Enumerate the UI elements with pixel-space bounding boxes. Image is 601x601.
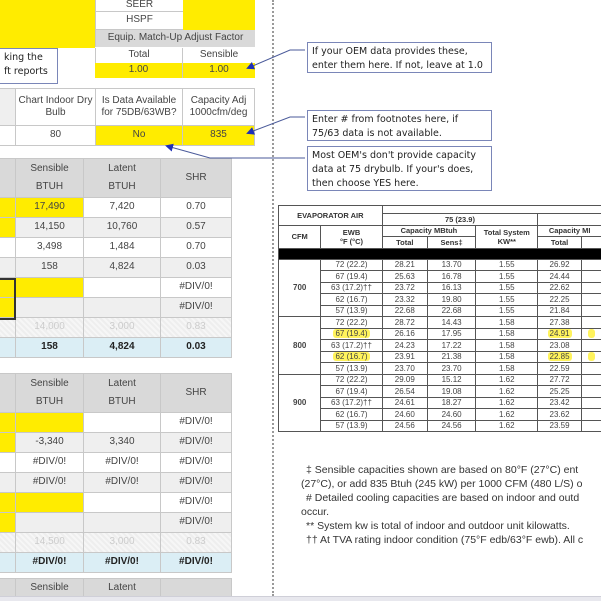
load-row-label-input[interactable] xyxy=(0,533,15,553)
load-row-label-input[interactable] xyxy=(0,433,15,453)
evaporator-cell: 67 (19.4) xyxy=(321,386,382,398)
sensible-factor-label: Sensible xyxy=(182,48,255,63)
load-cell: 3,498 xyxy=(15,238,83,258)
evaporator-cell: 26.92 xyxy=(538,259,582,271)
cfm-value: 700 xyxy=(279,259,321,317)
seer-label: SEER xyxy=(95,0,183,12)
evaporator-cut-cell xyxy=(581,317,601,329)
load-cell: 14,500 xyxy=(15,533,83,553)
seer-input[interactable] xyxy=(183,0,255,12)
cfm-value: 800 xyxy=(279,317,321,375)
evaporator-cut-cell xyxy=(581,386,601,398)
footnote-4: †† At TVA rating indoor condition (75°F edb/63°F ewb). All c xyxy=(306,534,584,546)
evaporator-cell: 23.08 xyxy=(538,340,582,352)
capacity-adj-input[interactable]: 835 xyxy=(182,126,255,146)
evaporator-row xyxy=(279,386,601,398)
total-factor-label: Total xyxy=(95,48,182,63)
load-header-0: Sensible BTUH xyxy=(15,373,83,413)
evaporator-row xyxy=(279,328,601,340)
load-header-2: SHR xyxy=(160,373,232,413)
blank-cell xyxy=(0,126,15,146)
hspf-label: HSPF xyxy=(95,12,183,30)
evaporator-cell: 63 (17.2)†† xyxy=(321,282,382,294)
load-row-label-input[interactable] xyxy=(0,198,15,218)
evaporator-cell: 72 (22.2) xyxy=(321,317,382,329)
left-note-line1: king the xyxy=(4,52,43,63)
evaporator-cell: 23.70 xyxy=(382,363,427,375)
capacity-header: Capacity MBtuh xyxy=(382,225,476,237)
load-total-label xyxy=(0,553,15,573)
load-cell: 7,420 xyxy=(83,198,160,218)
hspf-input[interactable] xyxy=(183,12,255,30)
total-header-2: Total xyxy=(538,237,582,249)
load-header-0: Sensible BTUH xyxy=(15,158,83,198)
evaporator-cell: 23.42 xyxy=(538,397,582,409)
lt3-shr-header xyxy=(160,578,232,596)
sensible-factor-input[interactable]: 1.00 xyxy=(182,63,255,78)
evaporator-cut-cell xyxy=(581,294,601,306)
evaporator-row xyxy=(279,409,601,421)
evaporator-cell: 1.55 xyxy=(476,259,538,271)
load-cell: #DIV/0! xyxy=(160,413,232,433)
evaporator-cell: 24.60 xyxy=(427,409,475,421)
load-cell: #DIV/0! xyxy=(15,453,83,473)
evaporator-cell: 24.44 xyxy=(538,271,582,283)
black-divider-row xyxy=(279,248,601,259)
evaporator-cell: 24.61 xyxy=(382,397,427,409)
ewb-header: EWB °F (°C) xyxy=(321,225,382,248)
callout-drybulb: Most OEM's don't provide capacity data at 75 drybulb. If your's does, then choose YES here. xyxy=(307,146,492,191)
selected-cell-outline xyxy=(0,278,16,320)
evaporator-cell: 27.72 xyxy=(538,374,582,386)
evaporator-row xyxy=(279,271,601,283)
load-cell: 3,000 xyxy=(83,533,160,553)
evaporator-cell: 23.62 xyxy=(538,409,582,421)
match-up-header: Equip. Match-Up Adjust Factor xyxy=(95,30,255,47)
evaporator-cut-cell xyxy=(581,397,601,409)
evaporator-cell: 23.59 xyxy=(538,420,582,432)
footnote-2: # Detailed cooling capacities are based on indoor and outd xyxy=(306,492,580,504)
load-cell: 0.70 xyxy=(160,238,232,258)
evaporator-cut-cell xyxy=(581,409,601,421)
evaporator-cell: 1.58 xyxy=(476,351,538,363)
evaporator-row xyxy=(279,317,601,329)
input-cell-block[interactable] xyxy=(0,0,95,48)
load-row-label-input[interactable] xyxy=(0,258,15,278)
evaporator-cell: 62 (16.7) xyxy=(321,294,382,306)
evaporator-cell: 26.54 xyxy=(382,386,427,398)
evaporator-cell: 28.72 xyxy=(382,317,427,329)
evaporator-cell: 24.23 xyxy=(382,340,427,352)
evaporator-cell: 57 (13.9) xyxy=(321,305,382,317)
evaporator-cut-cell xyxy=(581,328,601,340)
load-cell xyxy=(15,513,83,533)
evaporator-cut-cell xyxy=(581,305,601,317)
evaporator-cell: 1.55 xyxy=(476,294,538,306)
evaporator-cell: 24.56 xyxy=(382,420,427,432)
evaporator-cell: 1.58 xyxy=(476,363,538,375)
load-cell: 14,150 xyxy=(15,218,83,238)
evaporator-cell: 1.62 xyxy=(476,386,538,398)
evaporator-cell: 72 (22.2) xyxy=(321,374,382,386)
evaporator-cell: 1.55 xyxy=(476,305,538,317)
load-cell: #DIV/0! xyxy=(160,513,232,533)
evaporator-cell: 1.58 xyxy=(476,328,538,340)
temp-group-header xyxy=(382,206,601,214)
evaporator-row xyxy=(279,363,601,375)
evaporator-row xyxy=(279,374,601,386)
load-cell: 10,760 xyxy=(83,218,160,238)
load-cell: #DIV/0! xyxy=(160,473,232,493)
cfm-value: 900 xyxy=(279,374,321,432)
temp-75-header: 75 (23.9) xyxy=(382,214,538,226)
evaporator-cell: 24.56 xyxy=(427,420,475,432)
evaporator-row xyxy=(279,282,601,294)
load-cell: 0.57 xyxy=(160,218,232,238)
evaporator-cell: 22.62 xyxy=(538,282,582,294)
evaporator-cell: 1.55 xyxy=(476,282,538,294)
evaporator-cell: 21.38 xyxy=(427,351,475,363)
evaporator-cell: 1.58 xyxy=(476,340,538,352)
evaporator-row xyxy=(279,420,601,432)
evaporator-row xyxy=(279,305,601,317)
load-cell[interactable] xyxy=(15,493,83,513)
page-break-divider xyxy=(272,0,274,596)
blank-header xyxy=(0,88,15,126)
load-row-label-input[interactable] xyxy=(0,318,15,338)
load-total-cell: #DIV/0! xyxy=(160,553,232,573)
load-cell: 158 xyxy=(15,258,83,278)
load-cell: #DIV/0! xyxy=(15,473,83,493)
load-total-label xyxy=(0,338,15,358)
evaporator-cell: 13.70 xyxy=(427,259,475,271)
evaporator-cut-cell xyxy=(581,271,601,283)
evaporator-cell: 22.59 xyxy=(538,363,582,375)
load-cell: 3,340 xyxy=(83,433,160,453)
load-cell: #DIV/0! xyxy=(160,278,232,298)
load-total-cell: #DIV/0! xyxy=(15,553,83,573)
load-row-label-input[interactable] xyxy=(0,218,15,238)
load-cell: #DIV/0! xyxy=(83,453,160,473)
evaporator-cell: 67 (19.4) xyxy=(321,271,382,283)
evaporator-cell: 22.25 xyxy=(538,294,582,306)
temp-next-header xyxy=(538,214,601,226)
load-cell: -3,340 xyxy=(15,433,83,453)
load-header-1: Latent BTUH xyxy=(83,158,160,198)
system-kw-header: Total System KW** xyxy=(476,225,538,248)
lt3-blank-header xyxy=(0,578,15,596)
load-blank-header xyxy=(0,158,15,198)
evaporator-cell: 72 (22.2) xyxy=(321,259,382,271)
evaporator-cell: 1.62 xyxy=(476,397,538,409)
data-available-select[interactable]: No xyxy=(95,126,182,146)
evaporator-cell: 23.70 xyxy=(427,363,475,375)
evaporator-row xyxy=(279,259,601,271)
load-cell xyxy=(83,513,160,533)
load-row-label-input[interactable] xyxy=(0,238,15,258)
load-cell[interactable] xyxy=(15,278,83,298)
footnote-1b: (27°C), or add 835 Btuh (245 kW) per 1000 CFM (480 L/S) o xyxy=(301,478,583,490)
evaporator-row xyxy=(279,340,601,352)
load-header-1: Latent BTUH xyxy=(83,373,160,413)
load-cell: #DIV/0! xyxy=(83,473,160,493)
evaporator-cell: 1.58 xyxy=(476,317,538,329)
load-cell xyxy=(83,278,160,298)
evaporator-cell: 1.62 xyxy=(476,374,538,386)
evaporator-cell: 1.55 xyxy=(476,271,538,283)
evaporator-cell: 63 (17.2)†† xyxy=(321,340,382,352)
load-cell: #DIV/0! xyxy=(160,493,232,513)
footnote-2b: occur. xyxy=(301,506,330,518)
sens-header: Sens‡ xyxy=(427,237,475,249)
load-cell xyxy=(83,298,160,318)
load-row-label-input[interactable] xyxy=(0,453,15,473)
evaporator-cut-cell xyxy=(581,351,601,363)
evaporator-cell: 17.22 xyxy=(427,340,475,352)
load-blank-header xyxy=(0,373,15,413)
load-cell: 3,000 xyxy=(83,318,160,338)
footnote-3: ** System kw is total of indoor and outdoor unit kilowatts. xyxy=(306,520,570,532)
horizontal-scrollbar[interactable] xyxy=(0,596,601,601)
evaporator-cell: 63 (17.2)†† xyxy=(321,397,382,409)
sens-header-2 xyxy=(581,237,601,249)
evaporator-cell: 22.68 xyxy=(382,305,427,317)
evaporator-cell: 28.21 xyxy=(382,259,427,271)
evaporator-cell: 67 (19.4) xyxy=(321,328,382,340)
load-row-label-input[interactable] xyxy=(0,493,15,513)
chart-indoor-value: 80 xyxy=(15,126,95,146)
evaporator-cell: 26.16 xyxy=(382,328,427,340)
load-row-label-input[interactable] xyxy=(0,513,15,533)
capacity-adj-header: Capacity Adj 1000cfm/deg xyxy=(182,88,255,126)
load-header-2: SHR xyxy=(160,158,232,198)
load-cell: 0.83 xyxy=(160,318,232,338)
evaporator-row xyxy=(279,294,601,306)
load-cell xyxy=(83,413,160,433)
evaporator-cell: 16.13 xyxy=(427,282,475,294)
evaporator-cell: 18.27 xyxy=(427,397,475,409)
load-cell: 4,824 xyxy=(83,258,160,278)
lt3-sensible-header: Sensible xyxy=(15,578,83,596)
evaporator-cell: 24.60 xyxy=(382,409,427,421)
load-total-cell: 158 xyxy=(15,338,83,358)
load-cell[interactable] xyxy=(15,413,83,433)
load-cell: 14,000 xyxy=(15,318,83,338)
evaporator-cell: 23.72 xyxy=(382,282,427,294)
evaporator-cell: 1.62 xyxy=(476,409,538,421)
evaporator-cut-cell xyxy=(581,420,601,432)
load-total-cell: 0.03 xyxy=(160,338,232,358)
load-total-cell: 4,824 xyxy=(83,338,160,358)
evaporator-cell: 22.85 xyxy=(538,351,582,363)
evaporator-cut-cell xyxy=(581,282,601,294)
evaporator-capacity-table xyxy=(278,205,601,432)
evaporator-cell: 19.08 xyxy=(427,386,475,398)
load-cell xyxy=(15,298,83,318)
load-cell: #DIV/0! xyxy=(160,433,232,453)
load-total-cell: #DIV/0! xyxy=(83,553,160,573)
cfm-header: CFM xyxy=(279,225,321,248)
load-cell: 0.70 xyxy=(160,198,232,218)
evaporator-cell: 14.43 xyxy=(427,317,475,329)
load-cell: #DIV/0! xyxy=(160,453,232,473)
evaporator-cut-cell xyxy=(581,340,601,352)
load-row-label-input[interactable] xyxy=(0,413,15,433)
left-note-line2: ft reports xyxy=(4,65,48,77)
evaporator-cell: 23.32 xyxy=(382,294,427,306)
evaporator-cell: 15.12 xyxy=(427,374,475,386)
evaporator-cell: 23.91 xyxy=(382,351,427,363)
evaporator-cell: 22.68 xyxy=(427,305,475,317)
evaporator-cell: 25.25 xyxy=(538,386,582,398)
evaporator-cell: 1.62 xyxy=(476,420,538,432)
callout-footnote-number: Enter # from footnotes here, if 75/63 data is not available. xyxy=(307,110,492,141)
load-row-label-input[interactable] xyxy=(0,473,15,493)
chart-indoor-header: Chart Indoor Dry Bulb xyxy=(15,88,95,126)
evaporator-cell: 19.80 xyxy=(427,294,475,306)
evaporator-cell: 16.78 xyxy=(427,271,475,283)
load-cell: 0.83 xyxy=(160,533,232,553)
spreadsheet-pane xyxy=(0,0,270,596)
footnote-1: ‡ Sensible capacities shown are based on 80°F (27°C) ent xyxy=(306,464,579,476)
capacity-header-2: Capacity MI xyxy=(538,225,601,237)
evaporator-cell: 17.95 xyxy=(427,328,475,340)
evaporator-cell: 57 (13.9) xyxy=(321,420,382,432)
evaporator-cut-cell xyxy=(581,374,601,386)
left-note-box xyxy=(0,48,58,84)
callout-oem-factor: If your OEM data provides these, enter them here. If not, leave at 1.0 xyxy=(307,42,492,73)
total-factor-input[interactable]: 1.00 xyxy=(95,63,182,78)
evaporator-cut-cell xyxy=(581,259,601,271)
evaporator-cell: 29.09 xyxy=(382,374,427,386)
load-cell xyxy=(83,493,160,513)
evaporator-cell: 25.63 xyxy=(382,271,427,283)
data-available-header: Is Data Available for 75DB/63WB? xyxy=(95,88,182,126)
evaporator-air-header: EVAPORATOR AIR xyxy=(279,206,383,226)
load-cell: #DIV/0! xyxy=(160,298,232,318)
load-cell[interactable]: 17,490 xyxy=(15,198,83,218)
evaporator-cell: 24.91 xyxy=(538,328,582,340)
load-cell: 1,484 xyxy=(83,238,160,258)
evaporator-cut-cell xyxy=(581,363,601,375)
evaporator-row xyxy=(279,351,601,363)
lt3-latent-header: Latent xyxy=(83,578,160,596)
load-cell: 0.03 xyxy=(160,258,232,278)
evaporator-cell: 62 (16.7) xyxy=(321,351,382,363)
total-header: Total xyxy=(382,237,427,249)
evaporator-cell: 27.38 xyxy=(538,317,582,329)
evaporator-row xyxy=(279,397,601,409)
evaporator-cell: 21.84 xyxy=(538,305,582,317)
evaporator-cell: 62 (16.7) xyxy=(321,409,382,421)
evaporator-cell: 57 (13.9) xyxy=(321,363,382,375)
